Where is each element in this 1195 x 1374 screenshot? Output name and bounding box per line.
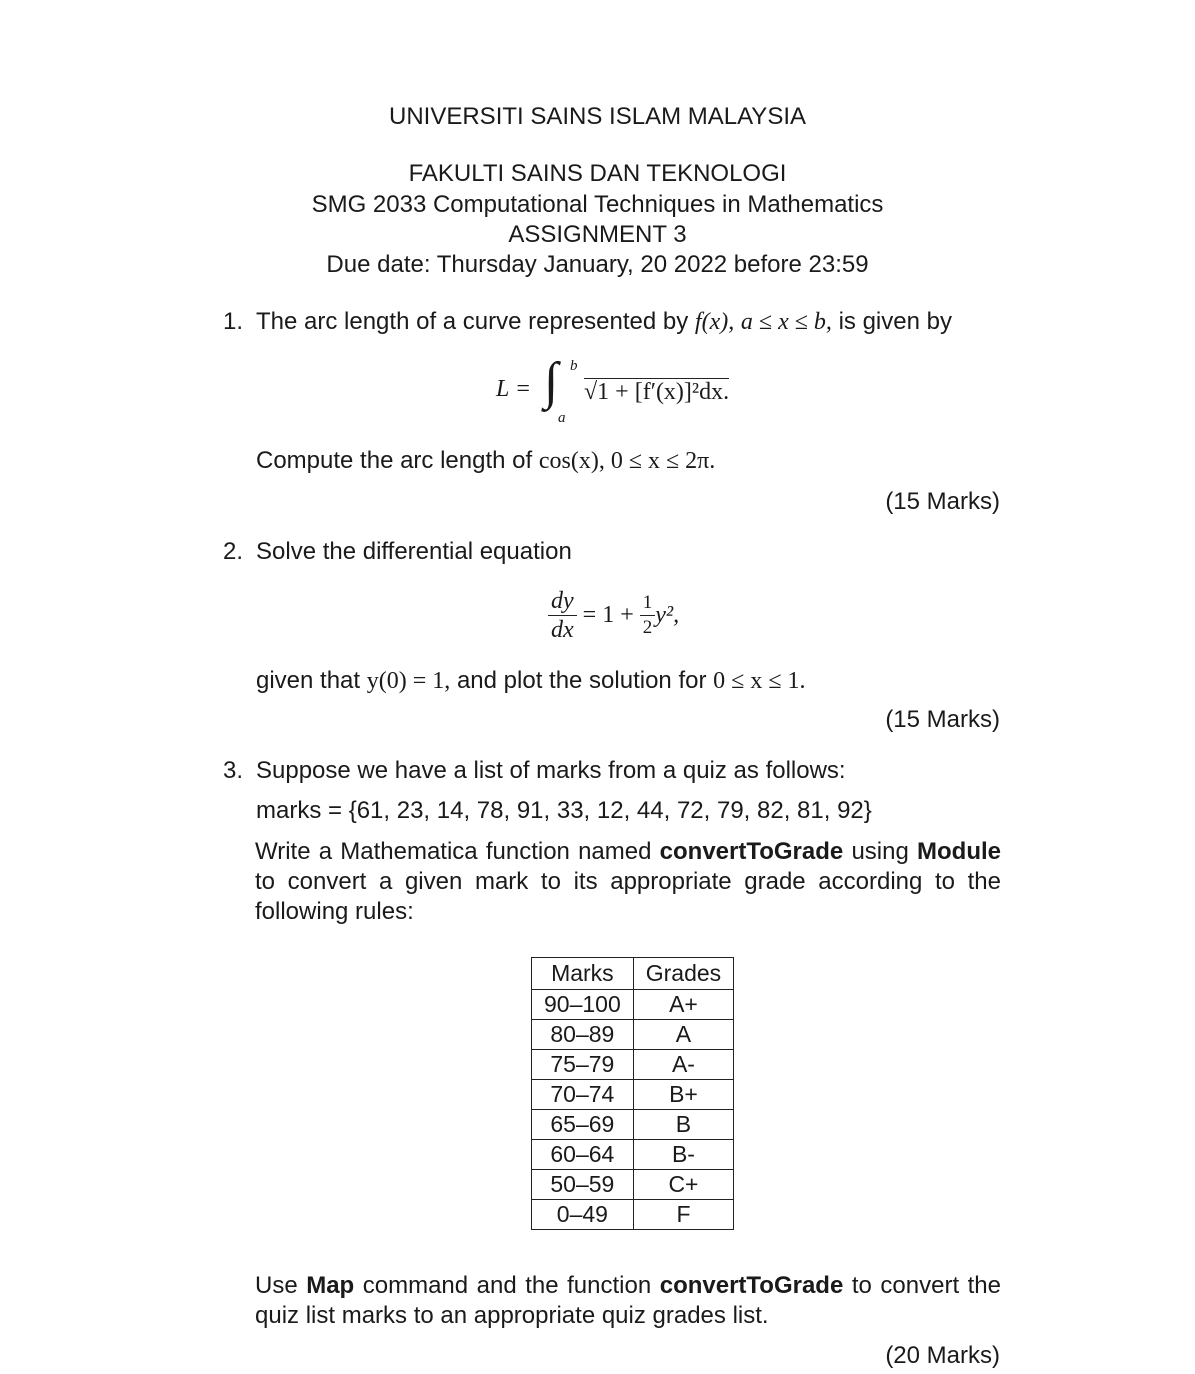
table-row	[532, 1110, 734, 1140]
q1-intro-text: The arc length of a curve represented by	[256, 308, 689, 335]
q3-paragraph-1: Write a Mathematica function named convertToGrade using Module to convert a given mark to its appropriate grade according to the following rules:	[255, 838, 1002, 925]
q3-intro: Suppose we have a list of marks from a quiz as follows:	[256, 757, 846, 784]
q1-formula-lhs: L =	[496, 376, 532, 402]
q1-intro-end: is given by	[838, 308, 952, 335]
q1-formula-body: √1 + [f′(x)]²dx.	[584, 379, 730, 405]
table-cell-grade: F	[633, 1200, 733, 1230]
table-row	[532, 1050, 734, 1080]
table-cell-marks: 0–49	[532, 1200, 634, 1230]
q2-number: 2.	[223, 538, 244, 565]
table-cell-marks: 70–74	[532, 1080, 634, 1110]
q2-equation	[548, 587, 679, 644]
table-cell-grade: A+	[633, 990, 733, 1020]
q2-eq-end: y²,	[655, 602, 680, 628]
grades-table	[531, 957, 734, 1230]
table-row	[532, 990, 734, 1020]
q1-upper-limit: b	[570, 358, 578, 374]
q3-marks: (20 Marks)	[885, 1342, 1000, 1369]
table-header-marks: Marks	[532, 958, 634, 990]
q2-eq-mid: = 1 +	[582, 602, 634, 628]
q1-task-math: cos(x), 0 ≤ x ≤ 2π.	[538, 448, 716, 474]
q3-module-keyword: Module	[917, 838, 1002, 865]
q1-intro	[256, 307, 952, 337]
due-date: Due date: Thursday January, 20 2022 before 23:59	[326, 251, 869, 278]
q3-marks-list	[256, 796, 872, 826]
table-header-row	[532, 958, 734, 990]
table-cell-grade: C+	[633, 1170, 733, 1200]
course-title: SMG 2033 Computational Techniques in Mathematics	[311, 191, 884, 218]
table-cell-marks: 50–59	[532, 1170, 634, 1200]
faculty-name: FAKULTI SAINS DAN TEKNOLOGI	[408, 160, 787, 187]
assignment-title: ASSIGNMENT 3	[508, 221, 687, 248]
table-cell-grade: B-	[633, 1140, 733, 1170]
table-cell-grade: B	[633, 1110, 733, 1140]
table-cell-marks: 80–89	[532, 1020, 634, 1050]
table-row	[532, 1140, 734, 1170]
q1-task	[256, 446, 715, 476]
q2-marks: (15 Marks)	[885, 706, 1000, 733]
university-name: UNIVERSITI SAINS ISLAM MALAYSIA	[389, 103, 806, 130]
q2-intro: Solve the differential equation	[256, 538, 572, 565]
table-cell-marks: 60–64	[532, 1140, 634, 1170]
q2-half-den: 2	[642, 617, 653, 638]
q3-marks-values: {61, 23, 14, 78, 91, 33, 12, 44, 72, 79, 82, 81, 92}	[348, 797, 872, 824]
table-cell-grade: A-	[633, 1050, 733, 1080]
q3-fn-name: convertToGrade	[659, 838, 844, 865]
q1-number: 1.	[223, 308, 244, 335]
q2-given	[256, 666, 805, 696]
q3-number: 3.	[223, 757, 244, 784]
q2-half-num: 1	[640, 591, 656, 616]
q3-marks-label: marks =	[256, 797, 343, 824]
table-header-grades: Grades	[633, 958, 733, 990]
q2-given-text: given that	[256, 667, 361, 694]
table-cell-grade: A	[633, 1020, 733, 1050]
q1-task-text: Compute the arc length of	[256, 447, 533, 474]
q1-lower-limit: a	[558, 410, 566, 426]
q2-half-fraction	[640, 591, 656, 640]
table-cell-marks: 90–100	[532, 990, 634, 1020]
q1-intro-fx: f(x),	[694, 309, 735, 335]
table-row	[532, 1080, 734, 1110]
q2-dy: dy	[548, 587, 577, 616]
q1-integral-sign: ∫	[544, 353, 559, 410]
q1-marks: (15 Marks)	[885, 488, 1000, 515]
table-cell-marks: 75–79	[532, 1050, 634, 1080]
q1-intro-range: a ≤ x ≤ b,	[740, 309, 832, 335]
q2-dydx-fraction	[548, 587, 577, 644]
q2-plot-math: 0 ≤ x ≤ 1.	[713, 668, 806, 694]
q3-paragraph-2: Use Map command and the function convertToGrade to convert the quiz list marks to an appropriate quiz grades list.	[255, 1272, 1001, 1329]
q3-fn-name-2: convertToGrade	[659, 1272, 844, 1299]
table-cell-grade: B+	[633, 1080, 733, 1110]
table-row	[532, 1170, 734, 1200]
table-row	[532, 1200, 734, 1230]
q2-plot-text: and plot the solution for	[456, 667, 707, 694]
q2-dx: dx	[551, 617, 574, 643]
q2-given-math: y(0) = 1,	[366, 668, 451, 694]
table-row	[532, 1020, 734, 1050]
q3-map-keyword: Map	[306, 1272, 355, 1299]
table-cell-marks: 65–69	[532, 1110, 634, 1140]
